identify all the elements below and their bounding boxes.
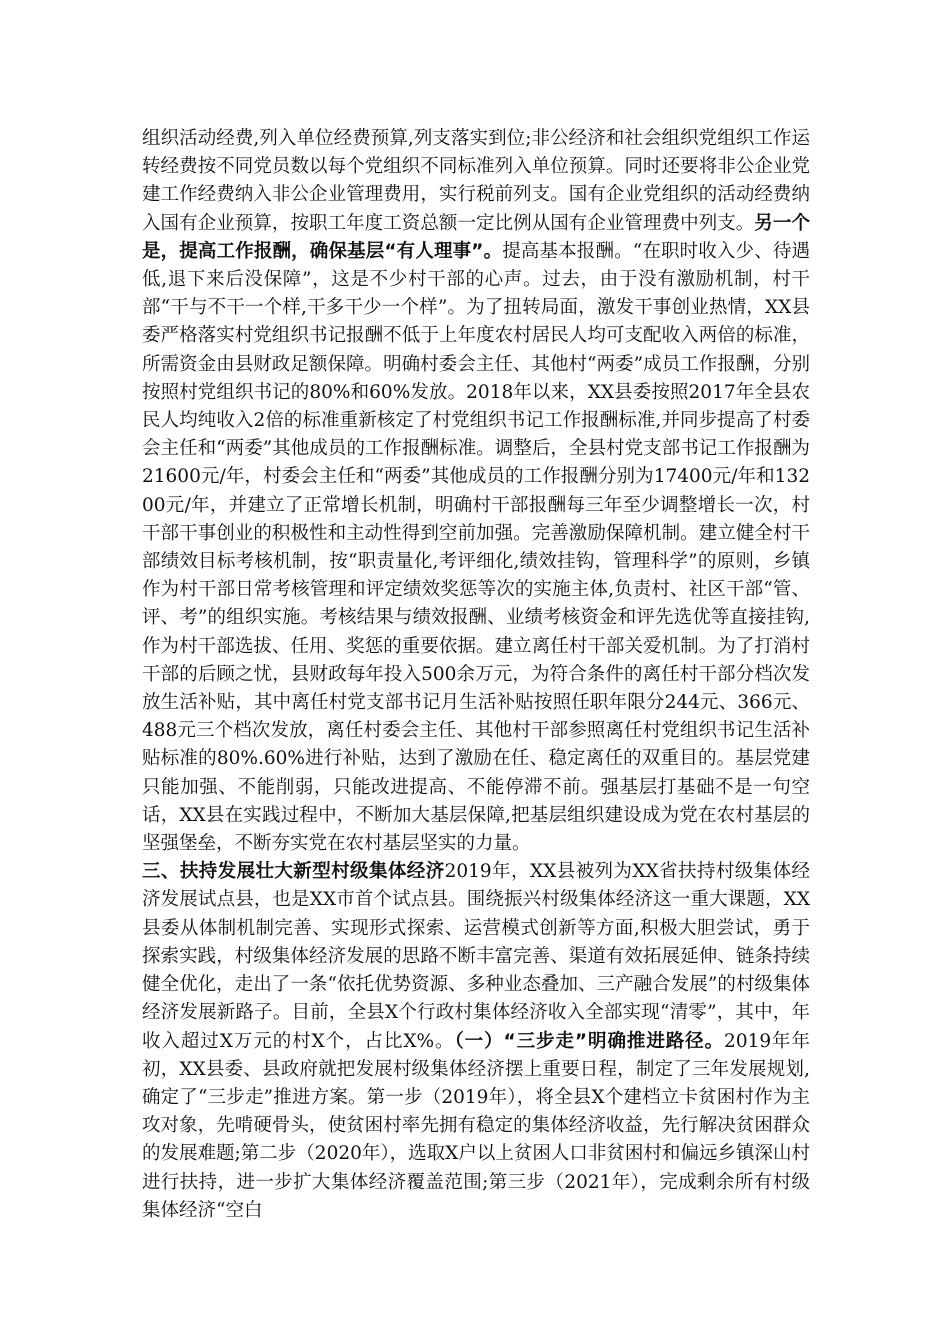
document-body [142, 125, 810, 1225]
section-heading-salary: 另一个是，提高工作报酬，确保基层“有人理事”。 [142, 212, 810, 262]
paragraph-collective-economy [142, 858, 810, 1225]
paragraph-salary-text-1: 组织活动经费,列入单位经费预算,列支落实到位;非公经济和社会组织党组织工作运转经费按不同党员数以每个党组织不同标准列入单位预算。同时还要将非公企业党建工作经费纳入非公企业管理费用，实行税前列支。国有企业党组织的活动经费纳入国有企业预算，按职工年度工资总额一定比例从国有企业管理费中列支。 [142, 128, 810, 234]
paragraph-collective-economy-text-2: 2019年年初，XX县委、县政府就把发展村级集体经济摆上重要日程，制定了三年发展规划,确定了“三步走”推进方案。第一步（2019年），将全县X个建档立卡贫困村作为主攻对象，先啃硬骨头，使贫困村率先拥有稳定的集体经济收益，先行解决贫困群众的发展难题;第二步（2020年），选取X户以上贫困人口非贫困村和偏远乡镇深山村进行扶持，进一步扩大集体经济覆盖范围;第三步（2021年），完成剩余所有村级集体经济“空白 [142, 1030, 810, 1221]
paragraph-salary-text-2: 提高基本报酬。“在职时收入少、待遇低,退下来后没保障”，这是不少村干部的心声。过去，由于没有激励机制，村干部“干与不干一个样,干多干少一个样”。为了扭转局面，激发干事创业热情，XX县委严格落实村党组织书记报酬不低于上年度农村居民人均可支配收入两倍的标准，所需资金由县财政足额保障。明确村委会主任、其他村“两委”成员工作报酬，分别按照村党组织书记的80%和60%发放。2018年以来，XX县委按照2017年全县农民人均纯收入2倍的标准重新核定了村党组织书记工作报酬标准,并同步提高了村委会主任和“两委”其他成员的工作报酬标准。调整后，全县村党支部书记工作报酬为21600元/年，村委会主任和“两委”其他成员的工作报酬分别为17400元/年和13200元/年，并建立了正常增长机制，明确村干部报酬每三年至少调整增长一次，村干部干事创业的积极性和主动性得到空前加强。完善激励保障机制。建立健全村干部绩效目标考核机制，按“职责量化,考评细化,绩效挂钩，管理科学”的原则，乡镇作为村干部日常考核管理和评定绩效奖惩等次的实施主体,负责村、社区干部“管、评、考”的组织实施。考核结果与绩效报酬、业绩考核资金和评先选优等直接挂钩,作为村干部选拔、任用、奖惩的重要依据。建立离任村干部关爱机制。为了打消村干部的后顾之忧，县财政每年投入500余万元，为符合条件的离任村干部分档次发放生活补贴，其中离任村党支部书记月生活补贴按照任职年限分244元、366元、488元三个档次发放，离任村委会主任、其他村干部参照离任村党组织书记生活补贴标准的80%.60%进行补贴，达到了激励在任、稳定离任的双重目的。基层党建只能加强、不能削弱，只能改进提高、不能停滞不前。强基层打基础不是一句空话，XX县在实践过程中，不断加大基层保障,把基层组织建设成为党在农村基层的坚强堡垒，不断夯实党在农村基层坚实的力量。 [142, 240, 810, 855]
section-heading-collective-economy: 三、扶持发展壮大新型村级集体经济 [142, 861, 445, 883]
paragraph-salary [142, 125, 810, 858]
subheading-three-steps: （一）“三步走”明确推进路径。 [454, 1030, 725, 1052]
paragraph-collective-economy-text-1: 2019年，XX县被列为XX省扶持村级集体经济发展试点县，也是XX市首个试点县。围绕振兴村级集体经济这一重大课题，XX县委从体制机制完善、实现形式探索、运营模式创新等方面,积极大胆尝试，勇于探索实践，村级集体经济发展的思路不断丰富完善、渠道有效拓展延伸、链条持续健全优化，走出了一条“依托优势资源、多种业态叠加、三产融合发展”的村级集体经济发展新路子。目前，全县X个行政村集体经济收入全部实现“清零”，其中，年收入超过X万元的村X个，占比X%。 [142, 861, 810, 1052]
